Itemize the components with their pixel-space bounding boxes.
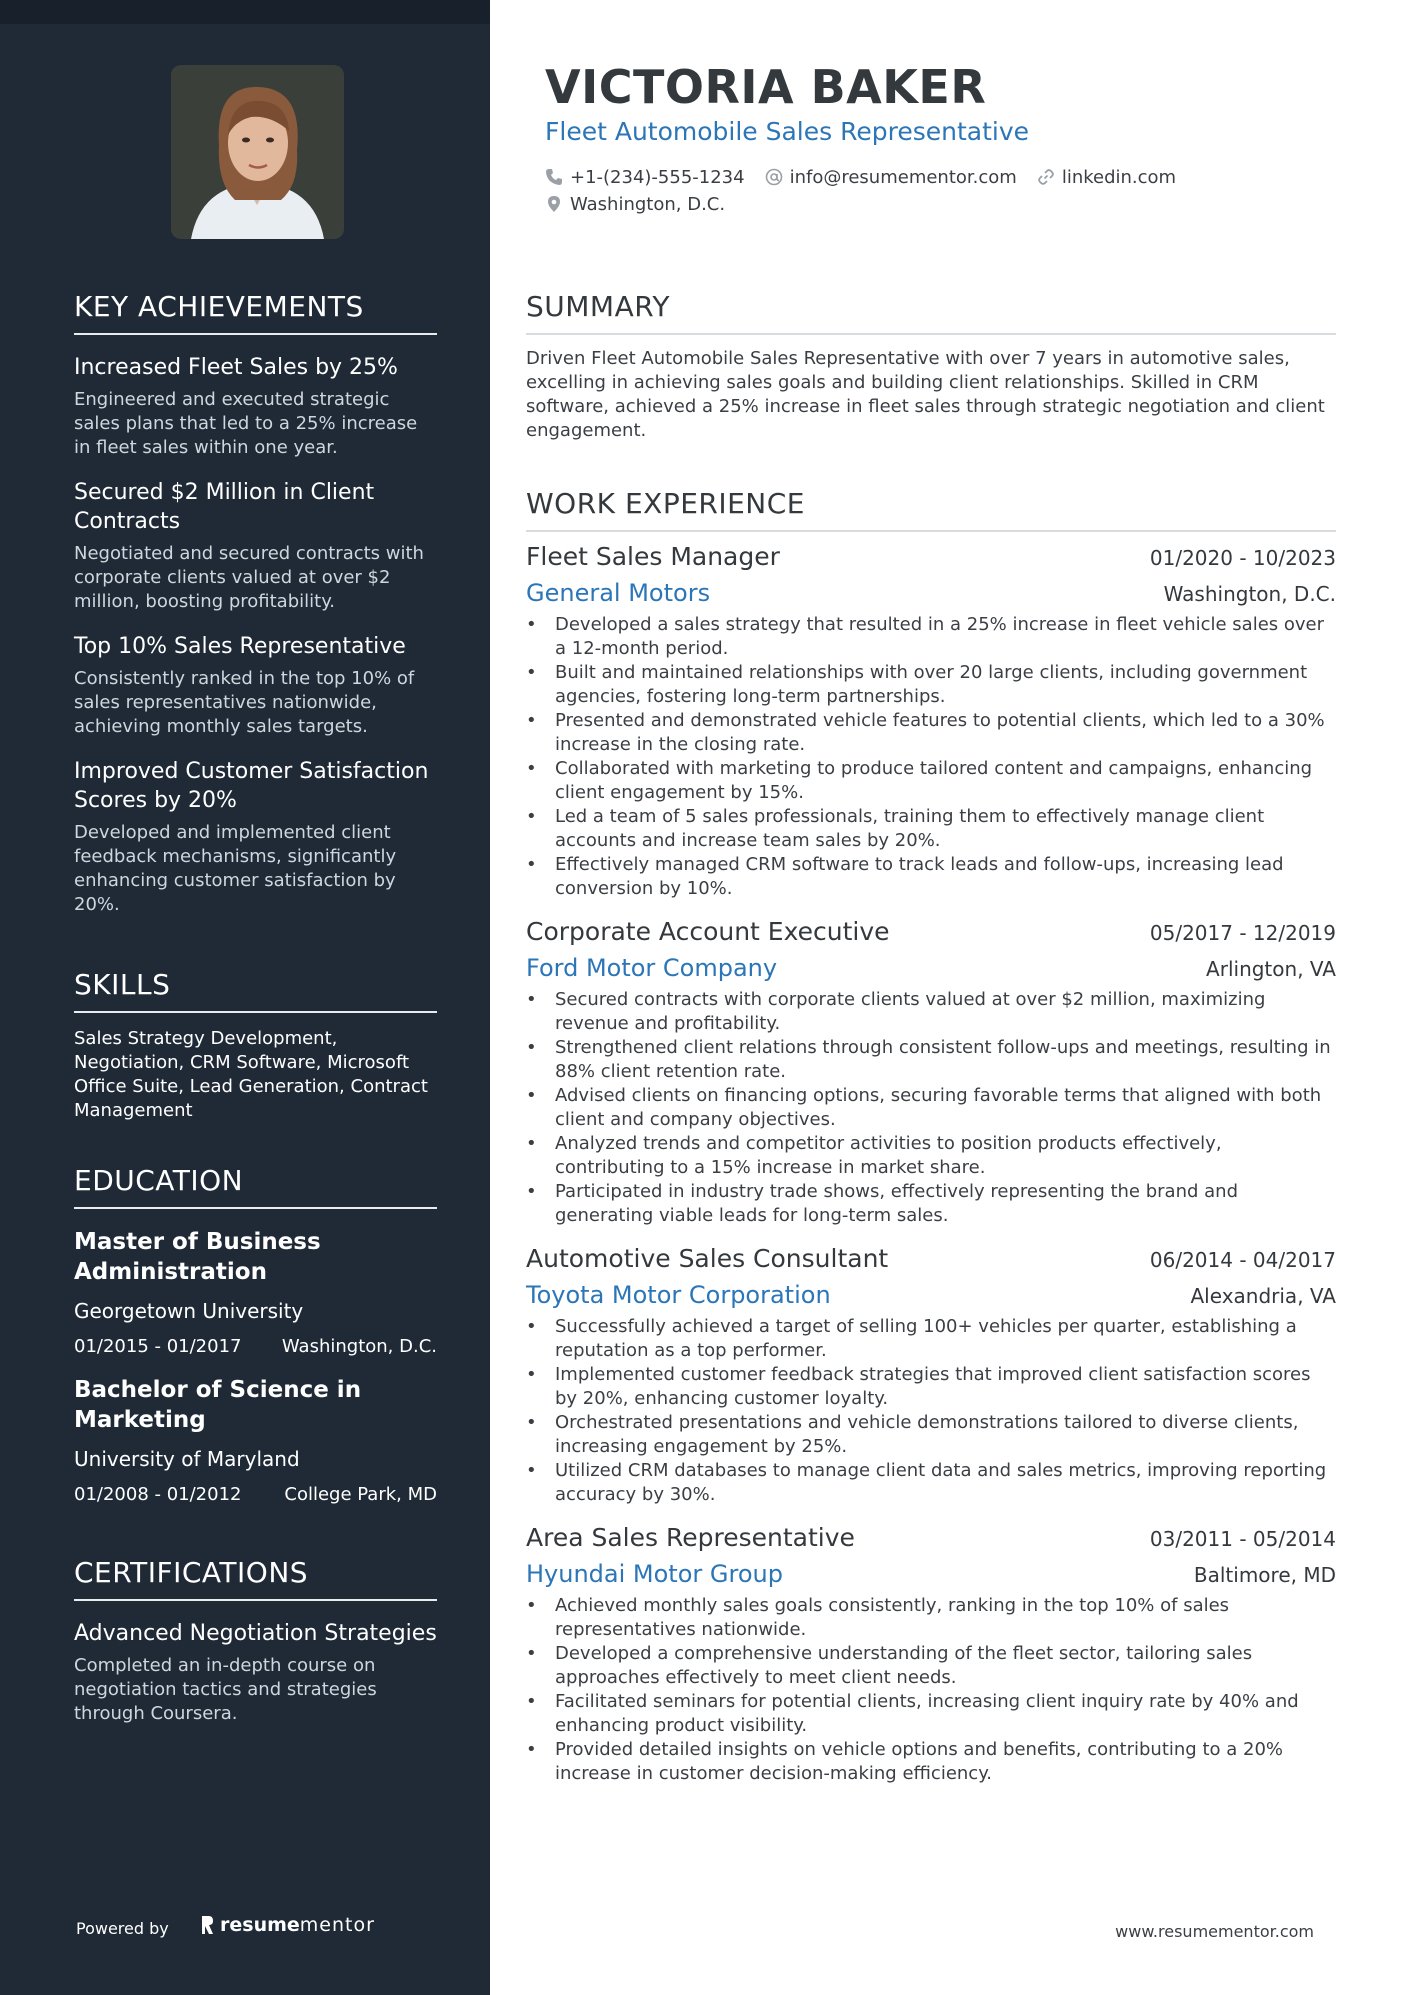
job-role: Automotive Sales Consultant bbox=[526, 1244, 889, 1273]
link-icon bbox=[1037, 168, 1055, 186]
certification-description: Completed an in-depth course on negotiation tactics and strategies through Coursera. bbox=[74, 1655, 377, 1724]
job-bullet: • Provided detailed insights on vehicle options and benefits, contributing to a 20% increase in customer decision-making efficiency. bbox=[526, 1738, 1336, 1786]
summary-text: Driven Fleet Automobile Sales Representative with over 7 years in automotive sales, excelling in achieving sales goals and building client relationships. Skilled in CRM software, achieved a 25% increase in fleet sales through strategic negotiation and client engagement. bbox=[526, 348, 1325, 441]
job-location: Arlington, VA bbox=[1206, 957, 1336, 981]
contact-phone[interactable] bbox=[545, 167, 745, 188]
contact-phone-text: +1-(234)-555-1234 bbox=[570, 166, 745, 188]
job-bullet: • Facilitated seminars for potential clients, increasing client inquiry rate by 40% and enhancing product visibility. bbox=[526, 1690, 1336, 1738]
achievement-description: Developed and implemented client feedback mechanisms, significantly enhancing customer satisfaction by 20%. bbox=[74, 822, 397, 915]
location-pin-icon bbox=[545, 195, 563, 213]
job-entry bbox=[526, 1523, 1336, 1786]
job-company: Toyota Motor Corporation bbox=[526, 1281, 831, 1309]
job-role: Fleet Sales Manager bbox=[526, 542, 780, 571]
education-location: Washington, D.C. bbox=[281, 1336, 437, 1357]
achievement-item bbox=[74, 632, 437, 739]
education-school: Georgetown University bbox=[74, 1299, 304, 1323]
education-dates: 01/2008 - 01/2012 bbox=[74, 1484, 242, 1505]
education-dates: 01/2015 - 01/2017 bbox=[74, 1336, 242, 1357]
job-bullet: • Successfully achieved a target of selling 100+ vehicles per quarter, establishing a reputation as a top performer. bbox=[526, 1315, 1336, 1363]
certifications-heading: CERTIFICATIONS bbox=[74, 1556, 437, 1601]
job-company: Hyundai Motor Group bbox=[526, 1560, 783, 1588]
job-entry bbox=[526, 1244, 1336, 1507]
job-bullet: • Achieved monthly sales goals consistently, ranking in the top 10% of sales representatives nationwide. bbox=[526, 1594, 1336, 1642]
job-bullet: • Orchestrated presentations and vehicle demonstrations tailored to diverse clients, increasing engagement by 25%. bbox=[526, 1411, 1336, 1459]
main-content bbox=[490, 0, 1410, 1995]
job-bullet: • Built and maintained relationships with over 20 large clients, including government agencies, fostering long-term partnerships. bbox=[526, 661, 1336, 709]
contact-info bbox=[545, 164, 1196, 218]
education-school: University of Maryland bbox=[74, 1447, 300, 1471]
job-bullet: • Utilized CRM databases to manage client data and sales metrics, improving reporting accuracy by 30%. bbox=[526, 1459, 1336, 1507]
job-bullet: • Developed a sales strategy that resulted in a 25% increase in fleet vehicle sales over a 12-month period. bbox=[526, 613, 1336, 661]
brand-name-light: mentor bbox=[299, 1914, 375, 1936]
job-role: Area Sales Representative bbox=[526, 1523, 855, 1552]
achievement-item bbox=[74, 353, 437, 460]
education-item bbox=[74, 1227, 437, 1357]
job-bullets bbox=[526, 988, 1336, 1228]
job-dates: 03/2011 - 05/2014 bbox=[1149, 1527, 1336, 1551]
job-bullet: • Led a team of 5 sales professionals, training them to effectively manage client accounts and increase team sales by 20%. bbox=[526, 805, 1336, 853]
job-bullet: • Analyzed trends and competitor activities to position products effectively, contributing to a 15% increase in market share. bbox=[526, 1132, 1336, 1180]
certification-title: Advanced Negotiation Strategies bbox=[74, 1621, 437, 1646]
work-experience-section bbox=[526, 487, 1336, 1786]
achievement-title: Secured $2 Million in Client Contracts bbox=[74, 480, 375, 534]
education-section bbox=[74, 1164, 437, 1505]
education-item bbox=[74, 1375, 437, 1505]
job-company: General Motors bbox=[526, 579, 711, 607]
achievement-item bbox=[74, 757, 437, 917]
resumementor-logo-icon bbox=[200, 1915, 214, 1935]
achievement-title: Improved Customer Satisfaction Scores by 20% bbox=[74, 759, 429, 813]
candidate-title: Fleet Automobile Sales Representative bbox=[545, 117, 1030, 146]
education-degree: Master of Business Administration bbox=[74, 1229, 321, 1285]
job-dates: 06/2014 - 04/2017 bbox=[1149, 1248, 1336, 1272]
key-achievements-section bbox=[74, 290, 437, 917]
achievement-description: Negotiated and secured contracts with corporate clients valued at over $2 million, boosting profitability. bbox=[74, 543, 424, 612]
job-bullet: • Developed a comprehensive understanding of the fleet sector, tailoring sales approaches effectively to meet client needs. bbox=[526, 1642, 1336, 1690]
sidebar-top-bar bbox=[0, 0, 490, 24]
achievement-description: Consistently ranked in the top 10% of sales representatives nationwide, achieving monthly sales targets. bbox=[74, 668, 415, 737]
job-bullet: • Strengthened client relations through consistent follow-ups and meetings, resulting in 88% client retention rate. bbox=[526, 1036, 1336, 1084]
summary-section bbox=[526, 290, 1336, 443]
job-location: Baltimore, MD bbox=[1193, 1563, 1336, 1587]
job-bullet: • Participated in industry trade shows, effectively representing the brand and generating viable leads for long-term sales. bbox=[526, 1180, 1336, 1228]
contact-email-text: info@resumementor.com bbox=[789, 166, 1017, 188]
brand-name-bold: resume bbox=[220, 1914, 300, 1936]
job-bullets bbox=[526, 1594, 1336, 1786]
certifications-section bbox=[74, 1556, 437, 1726]
job-bullet: • Secured contracts with corporate clients valued at over $2 million, maximizing revenue and profitability. bbox=[526, 988, 1336, 1036]
key-achievements-heading: KEY ACHIEVEMENTS bbox=[74, 290, 437, 335]
job-bullet: • Advised clients on financing options, securing favorable terms that aligned with both client and company objectives. bbox=[526, 1084, 1336, 1132]
certification-item bbox=[74, 1619, 437, 1726]
job-entry bbox=[526, 917, 1336, 1228]
job-dates: 05/2017 - 12/2019 bbox=[1149, 921, 1336, 945]
job-bullet: • Collaborated with marketing to produce tailored content and campaigns, enhancing client engagement by 15%. bbox=[526, 757, 1336, 805]
summary-heading: SUMMARY bbox=[526, 290, 1336, 335]
contact-linkedin-text: linkedin.com bbox=[1061, 166, 1177, 188]
job-bullet: • Implemented customer feedback strategies that improved client satisfaction scores by 20%, enhancing customer loyalty. bbox=[526, 1363, 1336, 1411]
work-experience-heading: WORK EXPERIENCE bbox=[526, 487, 1336, 532]
footer-website-link[interactable]: www.resumementor.com bbox=[1115, 1922, 1314, 1941]
job-location: Washington, D.C. bbox=[1163, 582, 1336, 606]
contact-location bbox=[545, 194, 725, 215]
job-company: Ford Motor Company bbox=[526, 954, 778, 982]
contact-linkedin[interactable] bbox=[1037, 167, 1176, 188]
at-sign-icon bbox=[765, 168, 783, 186]
candidate-name: VICTORIA BAKER bbox=[545, 60, 987, 114]
job-bullet: • Presented and demonstrated vehicle features to potential clients, which led to a 30% increase in the closing rate. bbox=[526, 709, 1336, 757]
skills-list: Sales Strategy Development, Negotiation, CRM Software, Microsoft Office Suite, Lead Generation, Contract Management bbox=[74, 1028, 428, 1121]
achievement-description: Engineered and executed strategic sales plans that led to a 25% increase in fleet sales within one year. bbox=[74, 389, 418, 458]
job-bullets bbox=[526, 1315, 1336, 1507]
job-bullet: • Effectively managed CRM software to track leads and follow-ups, increasing lead conversion by 10%. bbox=[526, 853, 1336, 901]
achievement-title: Increased Fleet Sales by 25% bbox=[74, 355, 398, 380]
job-bullets bbox=[526, 613, 1336, 901]
phone-icon bbox=[545, 168, 563, 186]
achievement-title: Top 10% Sales Representative bbox=[74, 634, 406, 659]
education-location: College Park, MD bbox=[284, 1484, 437, 1505]
contact-location-text: Washington, D.C. bbox=[570, 193, 726, 215]
job-dates: 01/2020 - 10/2023 bbox=[1149, 546, 1336, 570]
skills-section bbox=[74, 968, 437, 1123]
education-heading: EDUCATION bbox=[74, 1164, 437, 1209]
powered-by-label: Powered by bbox=[76, 1919, 169, 1938]
job-entry bbox=[526, 542, 1336, 901]
profile-photo bbox=[171, 65, 344, 239]
job-role: Corporate Account Executive bbox=[526, 917, 890, 946]
job-location: Alexandria, VA bbox=[1190, 1284, 1336, 1308]
education-degree: Bachelor of Science in Marketing bbox=[74, 1377, 362, 1433]
skills-heading: SKILLS bbox=[74, 968, 437, 1013]
sidebar bbox=[0, 0, 490, 1995]
contact-email[interactable] bbox=[765, 167, 1017, 188]
achievement-item bbox=[74, 478, 437, 614]
resumementor-logo[interactable] bbox=[200, 1914, 375, 1936]
